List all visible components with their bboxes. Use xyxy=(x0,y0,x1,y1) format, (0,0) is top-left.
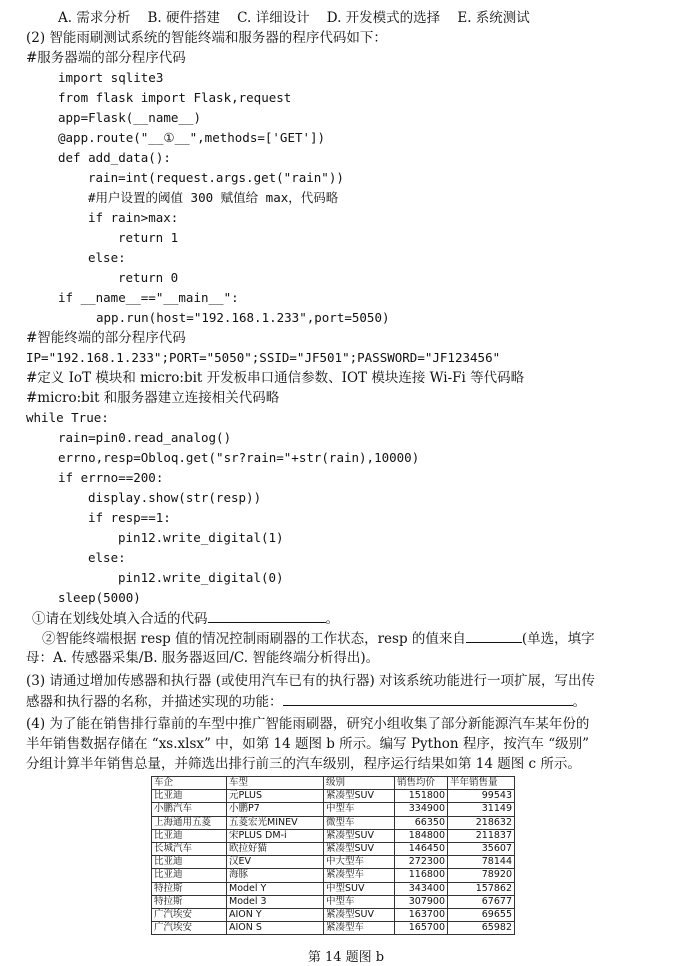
table-cell: 元PLUS xyxy=(227,790,324,803)
table-cell: 65982 xyxy=(448,922,515,935)
q2-2-text: ②智能终端根据 resp 值的情况控制雨刷器的工作状态，resp 的值来自 xyxy=(42,631,466,647)
table-row xyxy=(152,816,515,829)
server-code-line: import sqlite3 xyxy=(58,70,164,85)
table-cell: 紧凑型SUV xyxy=(324,829,395,842)
table-cell: 218632 xyxy=(448,816,515,829)
terminal-code-line: #micro:bit 和服务器建立连接相关代码略 xyxy=(26,390,280,406)
answer-blank-3[interactable] xyxy=(283,691,573,706)
figure-caption: 第 14 题图 b xyxy=(307,950,385,965)
server-code-line: else: xyxy=(88,250,126,265)
table-cell: 307900 xyxy=(395,895,448,908)
table-cell: 343400 xyxy=(395,882,448,895)
table-cell: 184800 xyxy=(395,829,448,842)
table-cell: 紧凑型SUV xyxy=(324,909,395,922)
terminal-code-line: else: xyxy=(88,550,126,565)
table-cell: 99543 xyxy=(448,790,515,803)
table-row xyxy=(152,869,515,882)
table-cell: 特拉斯 xyxy=(152,882,227,895)
table-cell: 欧拉好猫 xyxy=(227,843,324,856)
terminal-code-line: #定义 IoT 模块和 micro:bit 开发板串口通信参数、IOT 模块连接 Wi-Fi 等代码略 xyxy=(26,370,525,386)
terminal-code-line: rain=pin0.read_analog() xyxy=(58,430,232,445)
answer-blank-1[interactable] xyxy=(208,608,326,623)
terminal-code-line: display.show(str(resp)) xyxy=(88,490,262,505)
q3-line-1: (3) 请通过增加传感器和执行器 (或使用汽车已有的执行器) 对该系统功能进行一项扩展，写出传 xyxy=(26,673,596,689)
server-code-line: if __name__=="__main__": xyxy=(58,290,239,305)
options-line: A. 需求分析 B. 硬件搭建 C. 详细设计 D. 开发模式的选择 E. 系统测试 xyxy=(58,10,530,26)
table-header: 车企 xyxy=(152,777,227,790)
terminal-code-line: while True: xyxy=(26,410,109,425)
q2-2-line xyxy=(42,628,595,649)
terminal-code-line: IP="192.168.1.233";PORT="5050";SSID="JF501";PASSWORD="JF123456" xyxy=(26,350,501,365)
server-code-line: return 1 xyxy=(118,230,179,245)
table-cell: 比亚迪 xyxy=(152,856,227,869)
table-row xyxy=(152,909,515,922)
table-cell: 165700 xyxy=(395,922,448,935)
table-cell: 146450 xyxy=(395,843,448,856)
table-row xyxy=(152,843,515,856)
terminal-code-line: pin12.write_digital(0) xyxy=(118,570,284,585)
table-row xyxy=(152,882,515,895)
table-cell: 比亚迪 xyxy=(152,790,227,803)
table-cell: 广汽埃安 xyxy=(152,909,227,922)
server-code-line: rain=int(request.args.get("rain")) xyxy=(88,170,344,185)
table-cell: 中型SUV xyxy=(324,882,395,895)
q4-line-1: (4) 为了能在销售排行靠前的车型中推广智能雨刷器，研究小组收集了部分新能源汽车某年份的 xyxy=(26,716,590,732)
terminal-code-line: if errno==200: xyxy=(58,470,164,485)
server-code-line: #用户设置的阈值 300 赋值给 max，代码略 xyxy=(88,190,339,205)
table-cell: 163700 xyxy=(395,909,448,922)
table-cell: 长城汽车 xyxy=(152,843,227,856)
table-header: 车型 xyxy=(227,777,324,790)
table-header: 销售均价 xyxy=(395,777,448,790)
table-cell: 67677 xyxy=(448,895,515,908)
table-cell: 比亚迪 xyxy=(152,869,227,882)
table-cell: 78144 xyxy=(448,856,515,869)
table-cell: 紧凑型车 xyxy=(324,869,395,882)
table-row xyxy=(152,856,515,869)
table-cell: 157862 xyxy=(448,882,515,895)
table-cell: AION Y xyxy=(227,909,324,922)
table-row xyxy=(152,895,515,908)
terminal-code-line: pin12.write_digital(1) xyxy=(118,530,284,545)
table-cell: Model 3 xyxy=(227,895,324,908)
server-code-line: if rain>max: xyxy=(88,210,179,225)
table-row xyxy=(152,790,515,803)
table-cell: 比亚迪 xyxy=(152,829,227,842)
sales-table xyxy=(151,776,515,935)
q2-1-line: ①请在划线处填入合适的代码 。 xyxy=(32,608,339,629)
table-cell: 微型车 xyxy=(324,816,395,829)
table-header: 半年销售量 xyxy=(448,777,515,790)
server-code-line: return 0 xyxy=(118,270,179,285)
answer-blank-2[interactable] xyxy=(466,628,522,643)
table-cell: 272300 xyxy=(395,856,448,869)
terminal-comment: #智能终端的部分程序代码 xyxy=(26,330,186,346)
q4-line-2: 半年销售数据存储在 “xs.xlsx” 中，如第 14 题图 b 所示。编写 Python 程序，按汽车 “级别” xyxy=(26,736,590,752)
table-header: 级别 xyxy=(324,777,395,790)
table-cell: 特拉斯 xyxy=(152,895,227,908)
server-code-line: def add_data(): xyxy=(58,150,171,165)
table-cell: 中大型车 xyxy=(324,856,395,869)
q2-1-text: ①请在划线处填入合适的代码 xyxy=(32,611,208,627)
table-cell: Model Y xyxy=(227,882,324,895)
table-cell: 35607 xyxy=(448,843,515,856)
table-cell: 69655 xyxy=(448,909,515,922)
q2-2-suffix: (单选，填字 xyxy=(521,631,595,647)
q3-line-2: 感器和执行器的名称，并描述实现的功能： 。 xyxy=(26,691,586,712)
table-cell: 中型车 xyxy=(324,803,395,816)
q2-intro: (2) 智能雨刷测试系统的智能终端和服务器的程序代码如下： xyxy=(26,30,387,46)
table-cell: 151800 xyxy=(395,790,448,803)
table-cell: 上海通用五菱 xyxy=(152,816,227,829)
table-cell: 宋PLUS DM-i xyxy=(227,829,324,842)
q3-text: 感器和执行器的名称，并描述实现的功能： xyxy=(26,694,283,710)
terminal-code-line: sleep(5000) xyxy=(58,590,141,605)
table-cell: 116800 xyxy=(395,869,448,882)
server-code-line: app=Flask(__name__) xyxy=(58,110,201,125)
table-cell: 小鹏汽车 xyxy=(152,803,227,816)
table-cell: 中型车 xyxy=(324,895,395,908)
server-code-line: @app.route("__①__",methods=['GET']) xyxy=(58,130,326,145)
table-cell: 334900 xyxy=(395,803,448,816)
table-cell: 78920 xyxy=(448,869,515,882)
table-cell: 广汽埃安 xyxy=(152,922,227,935)
table-row xyxy=(152,922,515,935)
table-cell: 小鹏P7 xyxy=(227,803,324,816)
q4-line-3: 分组计算半年销售总量，并筛选出排行前三的汽车级别，程序运行结果如第 14 题图 c 所示。 xyxy=(26,756,581,772)
terminal-code-line: if resp==1: xyxy=(88,510,171,525)
table-cell: 汉EV xyxy=(227,856,324,869)
table-cell: 31149 xyxy=(448,803,515,816)
table-row xyxy=(152,829,515,842)
terminal-code-line: errno,resp=Obloq.get("sr?rain="+str(rain),10000) xyxy=(58,450,420,465)
server-code-line: from flask import Flask,request xyxy=(58,90,292,105)
table-cell: 紧凑型SUV xyxy=(324,843,395,856)
table-cell: 66350 xyxy=(395,816,448,829)
table-cell: 211837 xyxy=(448,829,515,842)
table-cell: 海豚 xyxy=(227,869,324,882)
table-cell: 紧凑型车 xyxy=(324,922,395,935)
table-cell: 五菱宏光MINEV xyxy=(227,816,324,829)
table-row xyxy=(152,803,515,816)
server-code-line: app.run(host="192.168.1.233",port=5050) xyxy=(96,310,390,325)
table-cell: AION S xyxy=(227,922,324,935)
table-cell: 紧凑型SUV xyxy=(324,790,395,803)
q2-2-options: 母：A. 传感器采集/B. 服务器返回/C. 智能终端分析得出)。 xyxy=(26,650,380,666)
table-header-row xyxy=(152,777,515,790)
server-comment: #服务器端的部分程序代码 xyxy=(26,50,186,66)
